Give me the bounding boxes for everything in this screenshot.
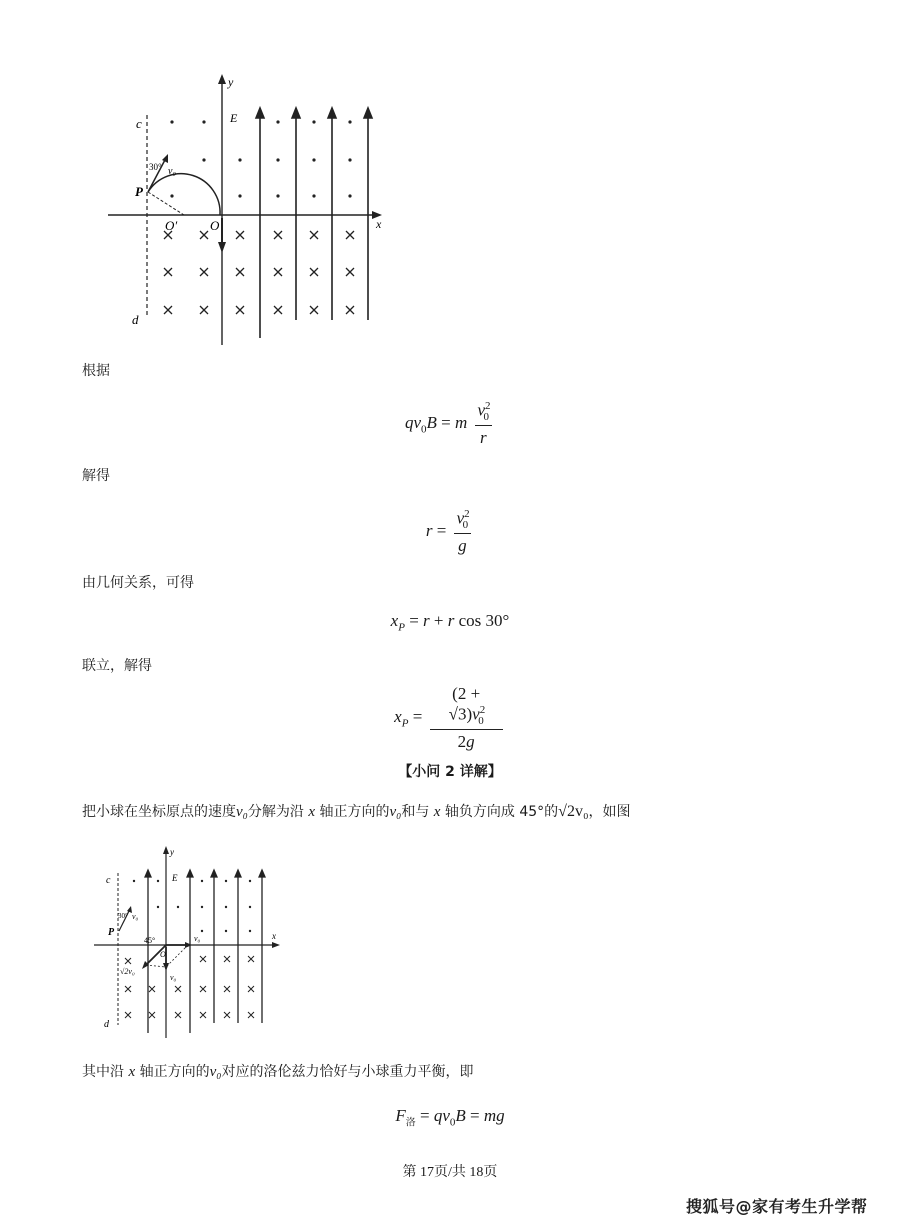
text-genju: 根据 — [82, 363, 110, 379]
fig1-Oprime-label: O′ — [165, 218, 178, 233]
text-decomposition: 把小球在坐标原点的速度v₀分解为沿 x 轴正方向的v₀和与 x 轴负方向成 45°的√2v₀，如图 — [82, 803, 631, 820]
watermark: 搜狐号@家有考生升学帮 — [686, 1197, 868, 1216]
fig1-E-label: E — [230, 111, 238, 125]
fig2-d-label: d — [104, 1019, 109, 1030]
fig2-angle2-label: 45° — [144, 936, 156, 945]
fig2-y-label: y — [170, 847, 174, 857]
fig1-c-label: c — [136, 116, 142, 131]
fig1-y-label: y — [228, 75, 234, 89]
fig2-v0b-label: v₀ — [170, 973, 177, 982]
section-heading: 【小问 2 详解】 — [398, 764, 502, 780]
fig1-angle-label: 30° — [149, 162, 162, 172]
fig2-angle1-label: 30° — [118, 912, 128, 920]
fig1-x-label: x — [376, 217, 382, 231]
equation-radius: r = $\frac{v^2_0}{g}$ — [425, 508, 470, 556]
text-jiede-1: 解得 — [82, 468, 110, 484]
fig1-field-dots — [170, 120, 351, 197]
fig2-sqrt2v-label: √2v₀ — [120, 967, 135, 976]
fig2-x-label: x — [272, 931, 276, 941]
page-footer: 第 17页/共 18页 — [402, 1165, 498, 1180]
fig1-d-label: d — [132, 312, 139, 327]
fig1-O-label: O — [210, 218, 220, 233]
fig2-O-label: O — [160, 950, 166, 959]
fig2-P-label: P — [108, 927, 115, 938]
fig2-v0a-label: v₀ — [194, 934, 201, 943]
text-balance: 其中沿 x 轴正方向的v₀对应的洛伦兹力恰好与小球重力平衡，即 — [82, 1064, 474, 1080]
text-lianli: 联立，解得 — [82, 658, 152, 674]
equation-force-balance: $F_洛 = qv_0B$ = mg — [395, 1106, 505, 1129]
equation-xp-result: $x_P$ = $\frac{(2 + √3)v^2_0}{2g}$ — [0, 684, 900, 752]
equation-xp-geometry: $x_P = r + r$ cos 30° — [390, 611, 510, 634]
field-diagram-2 — [90, 843, 290, 1038]
fig1-v-label: v₀ — [168, 166, 176, 177]
field-diagram-1 — [100, 70, 400, 345]
fig2-E-label: E — [172, 873, 178, 883]
fig1-field-crosses — [164, 231, 354, 314]
fig1-P-label: P — [135, 184, 143, 199]
fig1-trajectory — [148, 174, 220, 215]
equation-lorentz-centripetal: $qv_0B = m$ $\frac{v^2_0}{r}$ — [404, 400, 491, 448]
text-jihe: 由几何关系，可得 — [82, 575, 194, 591]
fig2-v-label: v₀ — [132, 912, 139, 921]
fig2-c-label: c — [106, 875, 111, 886]
